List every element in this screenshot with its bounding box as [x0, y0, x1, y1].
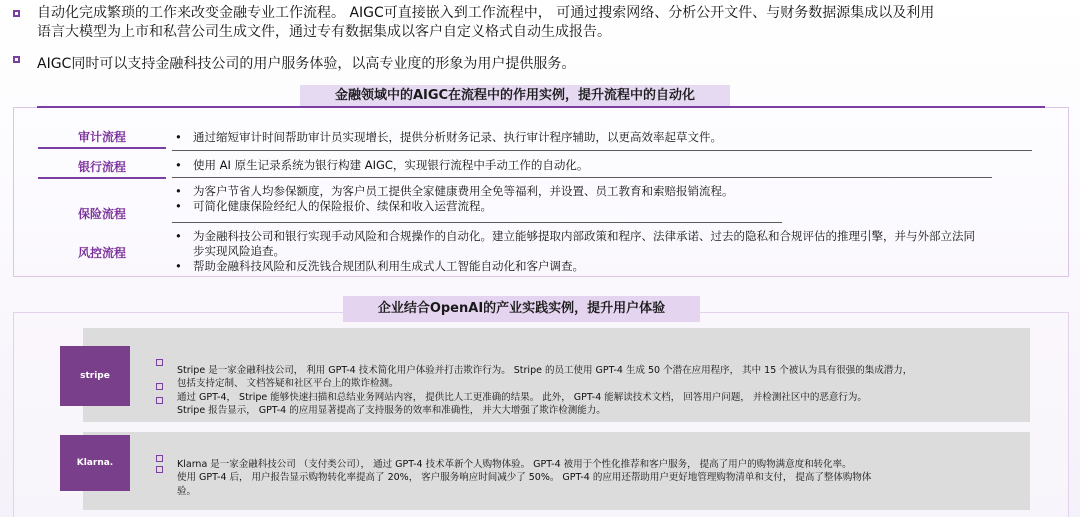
section2-title: 企业结合OpenAI的产业实践实例，提升用户体验: [343, 296, 700, 322]
intro-paragraph-1: 自动化完成繁琐的工作来改变金融专业工作流程。 AIGC可直接嵌入到工作流程中， 可通过搜索网络、分析公开文件、与财务数据源集成以及利用 语言大模型为上市和私营公司生成文件，通过专有数据集成以客户自定义格式自动生成报告。: [37, 5, 935, 40]
square-bullet-icon: [156, 383, 163, 390]
row-text-bank: • 使用 AI 原生记录系统为银行构建 AIGC，实现银行流程中手动工作的自动化。: [175, 158, 589, 172]
row-separator: [172, 222, 782, 223]
row-separator: [172, 150, 1032, 151]
klarna-logo: Klarna.: [60, 435, 130, 491]
row-text-insurance: • 为客户节省人均参保额度，为客户员工提供全家健康费用全免等福利，并设置、员工教育和索赔报销流程。 • 可简化健康保险经纪人的保险报价、续保和收入运营流程。: [175, 184, 734, 213]
row-text-risk: • 为金融科技公司和银行实现手动风险和合规操作的自动化。建立能够提取内部政策和程序、法律承诺、过去的隐私和合规评估的推理引擎，并与外部立法同 步实现风险追查。 • 帮助金融科技风险和反洗钱合规团队利用生成式人工智能自动化和客户调查。: [175, 229, 975, 273]
row-label-bank: 银行流程: [38, 158, 166, 179]
row-separator: [172, 177, 992, 178]
row-label-insurance: 保险流程: [77, 207, 126, 221]
stripe-description: Stripe 是一家金融科技公司， 利用 GPT-4 技术简化用户体验并打击欺诈行为。 Stripe 的员工使用 GPT-4 生成 50 个潜在应用程序， 其中 15 个被认为具有很强的集成潜力， 包括支持定制、 文档答疑和社区平台上的欺诈检测。 通过 GPT-4， Stripe 能够快速扫描和总结业务网站内容， 提供比人工更准确的结果。 此外， GPT-4 能解读技术文档， 回答用户问题， 并检测社区中的恶意行为。 Stripe 报告显示， GPT-4 的应用显著提高了支持服务的效率和准确性， 并大大增强了欺诈检测能力。: [177, 365, 913, 416]
row-label-risk: 风控流程: [77, 246, 126, 260]
section1-divider: [37, 106, 1045, 108]
square-bullet-icon: [156, 359, 163, 366]
intro-paragraph-2: AIGC同时可以支持金融科技公司的用户服务体验，以高专业度的形象为用户提供服务。: [37, 56, 576, 72]
stripe-logo: stripe: [60, 346, 130, 406]
square-bullet-icon: [156, 397, 163, 404]
square-bullet-icon: [13, 10, 20, 17]
row-text-audit: • 通过缩短审计时间帮助审计员实现增长，提供分析财务记录、执行审计程序辅助，以更高效率起草文件。: [175, 130, 722, 144]
section1-title: 金融领域中的AIGC在流程中的作用实例，提升流程中的自动化: [300, 85, 730, 107]
row-label-audit: 审计流程: [38, 128, 166, 149]
square-bullet-icon: [13, 56, 20, 63]
square-bullet-icon: [156, 455, 163, 462]
square-bullet-icon: [156, 466, 163, 473]
klarna-description: Klarna 是一家金融科技公司 （支付类公司）， 通过 GPT-4 技术革新个人购物体验。 GPT-4 被用于个性化推荐和客户服务， 提高了用户的购物满意度和转化率。 使用 GPT-4 后， 用户报告显示购物转化率提高了 20%， 客户服务响应时间减少了 50%。 GPT-4 的应用还帮助用户更好地管理购物清单和支付， 提高了整体购物体 验。: [177, 459, 872, 497]
